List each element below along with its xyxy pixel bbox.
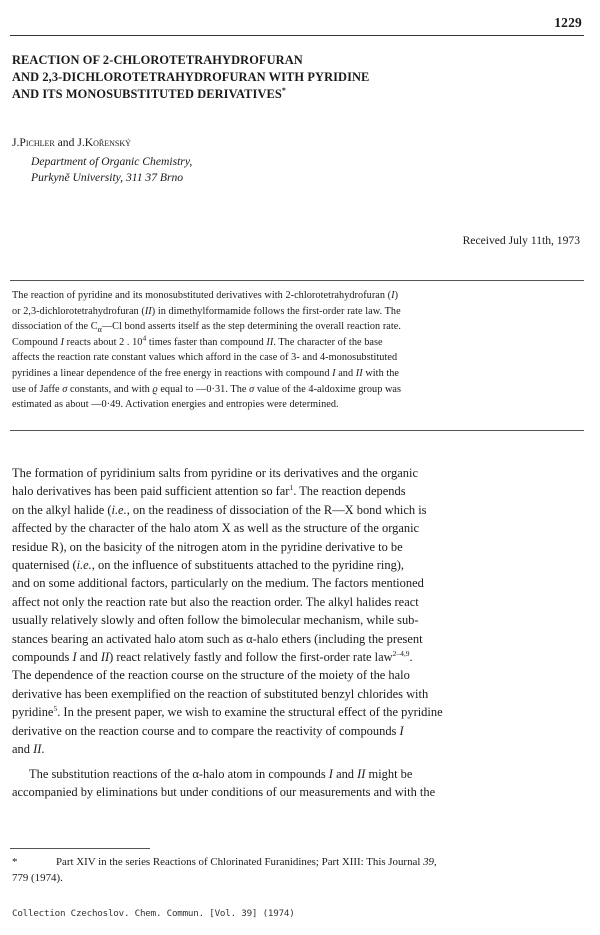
volume: 39 bbox=[423, 856, 434, 868]
title-footnote-mark: * bbox=[281, 85, 286, 95]
symbol: σ bbox=[249, 383, 255, 395]
page-number: 1229 bbox=[554, 15, 582, 30]
text: with the bbox=[362, 367, 400, 379]
title-line-2: AND 2,3-DICHLOROTETRAHYDROFURAN WITH PYRIDINE bbox=[12, 70, 370, 84]
body-line bbox=[12, 703, 582, 721]
text: equal to —0·31. The bbox=[157, 383, 250, 395]
abstract-line bbox=[12, 382, 582, 398]
title-line-3-text: AND ITS MONOSUBSTITUTED DERIVATIVES bbox=[12, 87, 282, 101]
body-line: derivative has been exemplified on the reaction of substituted benzyl chlorides with bbox=[12, 686, 429, 701]
compound-ref: II bbox=[355, 367, 363, 379]
text: Part XIV in the series Reactions of Chlorinated Furanidines; Part XIII: This Journal bbox=[56, 856, 424, 868]
text: . bbox=[409, 650, 413, 665]
citation: 1 bbox=[289, 483, 294, 493]
compound-ref: II bbox=[266, 336, 274, 348]
body-line: affected by the character of the halo atom X as well as the structure of the organic bbox=[12, 521, 420, 536]
text: use of Jaffe bbox=[12, 383, 63, 395]
compound-ref: II bbox=[144, 305, 152, 317]
text: . In the present paper, we wish to examine the structural effect of the pyridine bbox=[57, 705, 443, 720]
text: i.e. bbox=[76, 558, 92, 573]
title-line-1: REACTION OF 2-CHLOROTETRAHYDROFURAN bbox=[12, 53, 303, 67]
subscript: α bbox=[97, 325, 102, 335]
text: Compound bbox=[12, 336, 61, 348]
affiliation-line-1: Department of Organic Chemistry, bbox=[31, 155, 193, 168]
body-line bbox=[12, 501, 582, 519]
abstract-rule-bottom bbox=[10, 430, 584, 431]
body-line: residue R), on the basicity of the nitrogen atom in the pyridine derivative to be bbox=[12, 539, 403, 554]
text: , bbox=[433, 856, 437, 868]
text: pyridine bbox=[12, 705, 54, 720]
abstract-rule-top bbox=[10, 280, 584, 281]
exponent: 4 bbox=[142, 333, 147, 343]
authors bbox=[12, 136, 131, 149]
footnote-rule bbox=[10, 848, 150, 849]
compound-ref: II bbox=[357, 766, 366, 781]
body-line: stances bearing an activated halo atom such as α-halo ethers (including the present bbox=[12, 631, 423, 646]
text: and bbox=[332, 766, 358, 781]
text: . bbox=[41, 742, 45, 757]
citation: 2–4,9 bbox=[392, 648, 410, 658]
text: constants, and with bbox=[67, 383, 153, 395]
compound-ref: I bbox=[391, 290, 395, 301]
abstract-line bbox=[12, 335, 582, 351]
abstract-line bbox=[12, 304, 582, 320]
text: i.e. bbox=[111, 502, 127, 517]
text: times faster than compound bbox=[146, 336, 267, 348]
text: and bbox=[335, 367, 356, 379]
body-text bbox=[12, 464, 582, 801]
symbol: ϱ bbox=[152, 383, 158, 395]
citation: 5 bbox=[53, 704, 58, 714]
text: dissociation of the C bbox=[12, 321, 98, 333]
body-line: affect not only the reaction rate but also the reaction order. The alkyl halides react bbox=[12, 594, 419, 609]
text: value of the 4-aldoxime group was bbox=[254, 383, 402, 395]
body-line: usually relatively slowly and often follow the bimolecular mechanism, while sub- bbox=[12, 613, 419, 628]
body-line bbox=[12, 648, 582, 666]
text: pyridines a linear dependence of the free energy in reactions with compound bbox=[12, 367, 333, 379]
footnote-line: 779 (1974). bbox=[12, 871, 63, 884]
abstract-line bbox=[12, 366, 582, 382]
journal-footer: Collection Czechoslov. Chem. Commun. [Vol. 39] (1974) bbox=[12, 908, 295, 919]
compound-ref: I bbox=[399, 723, 404, 738]
body-line: and on some additional factors, particularly on the medium. The factors mentioned bbox=[12, 576, 424, 591]
text: or 2,3-dichlorotetrahydrofuran ( bbox=[12, 305, 145, 317]
body-line bbox=[12, 722, 582, 740]
abstract-line bbox=[12, 288, 582, 304]
text: and bbox=[76, 650, 101, 665]
compound-ref: I bbox=[72, 650, 77, 665]
body-line: The dependence of the reaction course on the structure of the moiety of the halo bbox=[12, 668, 410, 683]
text: compounds bbox=[12, 650, 73, 665]
compound-ref: I bbox=[328, 766, 333, 781]
text: —Cl bond asserts itself as the step determining the overall reaction rate. bbox=[101, 321, 402, 333]
abstract bbox=[12, 288, 582, 413]
compound-ref: II bbox=[100, 650, 110, 665]
received-date: Received July 11th, 1973 bbox=[462, 234, 580, 247]
body-line bbox=[12, 765, 582, 783]
abstract-line: estimated as about —0·49. Activation energies and entropies were determined. bbox=[12, 399, 339, 411]
symbol: σ bbox=[62, 383, 68, 395]
compound-ref: II bbox=[33, 742, 42, 757]
text: , on the readiness of dissociation of the R—X bond which is bbox=[126, 502, 427, 517]
text: derivative on the reaction course and to compare the reactivity of compounds bbox=[12, 723, 400, 738]
text: on the alkyl halide ( bbox=[12, 502, 112, 517]
text: The substitution reactions of the α-halo atom in compounds bbox=[29, 766, 329, 781]
abstract-line bbox=[12, 319, 582, 335]
footnote-line bbox=[12, 855, 582, 871]
text: quaternised ( bbox=[12, 558, 77, 573]
author-conjunction: and bbox=[57, 136, 75, 149]
text: , on the influence of substituents attached to the pyridine ring), bbox=[91, 558, 405, 573]
text: and bbox=[12, 742, 34, 757]
affiliation-line-2: Purkyně University, 311 37 Brno bbox=[31, 171, 184, 184]
text: ) react relatively fastly and follow the first-order rate law bbox=[109, 650, 393, 665]
author-1: J.Pichler bbox=[12, 136, 55, 149]
text: reacts about 2 . 10 bbox=[64, 336, 143, 348]
footnote bbox=[12, 855, 582, 886]
text: The reaction of pyridine and its monosubstituted derivatives with 2-chlorotetrahydrofuran ( bbox=[12, 290, 392, 301]
author-2: J.Kořenský bbox=[77, 136, 131, 149]
abstract-line: affects the reaction rate constant values which afford in the case of 3- and 4-monosubstituted bbox=[12, 352, 398, 364]
article-title bbox=[12, 52, 572, 103]
body-line: The formation of pyridinium salts from pyridine or its derivatives and the organic bbox=[12, 466, 418, 480]
text: . The character of the base bbox=[273, 336, 383, 348]
text: halo derivatives has been paid sufficient attention so far bbox=[12, 484, 290, 499]
text: ) in dimethylformamide follows the first-order rate law. The bbox=[151, 305, 401, 317]
text: might be bbox=[365, 766, 413, 781]
footnote-mark: * bbox=[12, 856, 18, 868]
header-rule bbox=[10, 35, 584, 36]
body-line bbox=[12, 556, 582, 574]
compound-ref: I bbox=[60, 336, 65, 348]
body-line: accompanied by eliminations but under conditions of our measurements and with the bbox=[12, 784, 436, 799]
body-line bbox=[12, 740, 582, 758]
text: . The reaction depends bbox=[293, 484, 406, 499]
body-line bbox=[12, 482, 582, 500]
title-line-3 bbox=[12, 86, 572, 103]
text: ) bbox=[394, 290, 399, 301]
compound-ref: I bbox=[332, 367, 336, 379]
affiliation bbox=[31, 154, 192, 186]
